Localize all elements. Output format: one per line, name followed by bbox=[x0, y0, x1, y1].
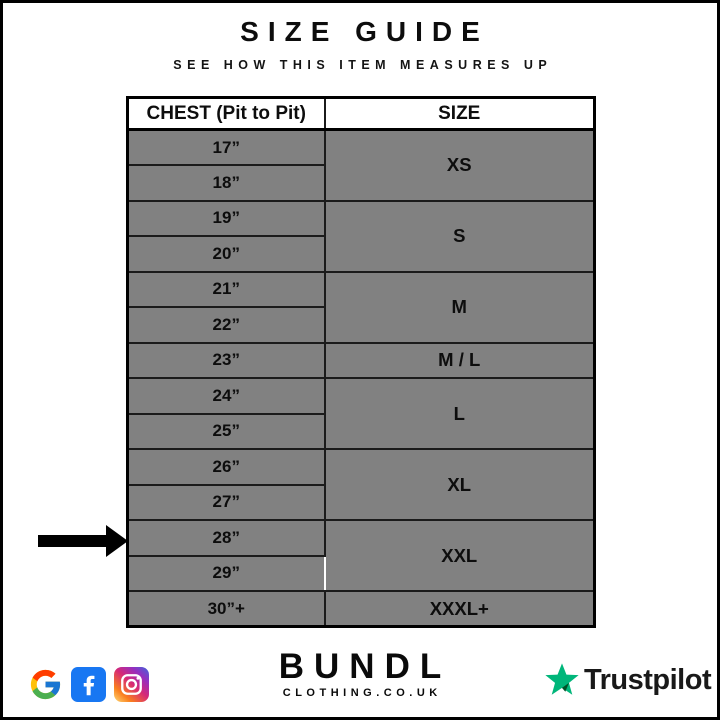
table-row bbox=[128, 272, 595, 308]
page-subtitle: SEE HOW THIS ITEM MEASURES UP bbox=[173, 58, 553, 72]
size-cell: XXXL+ bbox=[325, 591, 595, 627]
measurement-cell: 19” bbox=[128, 201, 325, 237]
measurement-cell: 24” bbox=[128, 378, 325, 414]
trustpilot-logo bbox=[543, 661, 711, 699]
trustpilot-star-icon bbox=[543, 661, 581, 699]
brand-name: BUNDL bbox=[278, 647, 452, 686]
measurement-cell: 18” bbox=[128, 165, 325, 201]
size-cell: M bbox=[325, 272, 595, 343]
column-header-size: SIZE bbox=[325, 98, 595, 130]
page-title: SIZE GUIDE bbox=[240, 16, 489, 47]
trustpilot-label: Trustpilot bbox=[584, 663, 712, 696]
size-cell: M / L bbox=[325, 343, 595, 379]
measurement-cell: 22” bbox=[128, 307, 325, 343]
measurement-cell: 17” bbox=[128, 130, 325, 166]
table-header-row bbox=[128, 98, 595, 130]
size-cell: S bbox=[325, 201, 595, 272]
table-row bbox=[128, 378, 595, 414]
size-cell: XS bbox=[325, 130, 595, 201]
measurement-cell: 23” bbox=[128, 343, 325, 379]
measurement-cell: 26” bbox=[128, 449, 325, 485]
measurement-cell: 21” bbox=[128, 272, 325, 308]
highlight-arrow-icon bbox=[38, 525, 128, 557]
table-row bbox=[128, 201, 595, 237]
size-cell: L bbox=[325, 378, 595, 449]
size-cell: XXL bbox=[325, 520, 595, 591]
table-row bbox=[128, 520, 595, 556]
measurement-cell: 28” bbox=[128, 520, 325, 556]
measurement-cell: 25” bbox=[128, 414, 325, 450]
size-table-body bbox=[128, 130, 595, 627]
brand-tagline: CLOTHING.CO.UK bbox=[282, 687, 442, 699]
table-row bbox=[128, 449, 595, 485]
measurement-cell: 30”+ bbox=[128, 591, 325, 627]
table-row bbox=[128, 343, 595, 379]
size-table bbox=[126, 96, 596, 628]
measurement-cell: 20” bbox=[128, 236, 325, 272]
column-header-chest: CHEST (Pit to Pit) bbox=[128, 98, 325, 130]
table-row bbox=[128, 591, 595, 627]
table-row bbox=[128, 130, 595, 166]
measurement-cell: 29” bbox=[128, 556, 325, 592]
measurement-cell: 27” bbox=[128, 485, 325, 521]
size-cell: XL bbox=[325, 449, 595, 520]
